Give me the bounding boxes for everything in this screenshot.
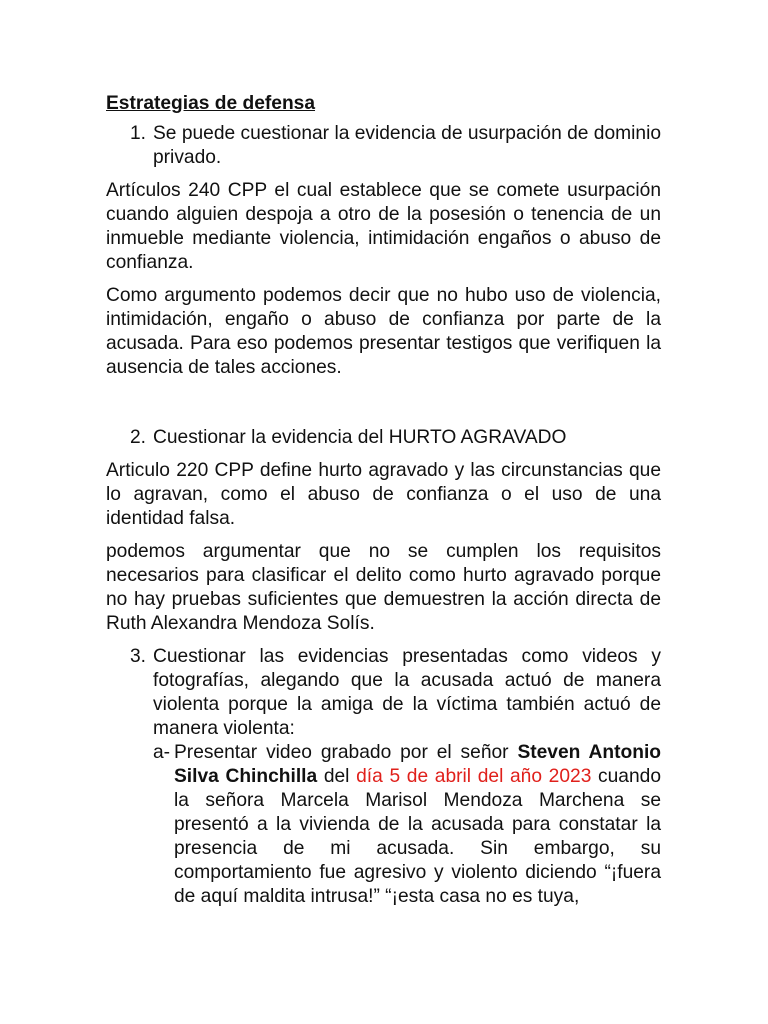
sub-item-text-start: Presentar video grabado por el señor: [174, 742, 518, 763]
list-item-3: [106, 645, 661, 741]
document-page: [106, 92, 661, 909]
date-highlight: día 5 de abril del año 2023: [356, 766, 592, 787]
list-number: 1.: [130, 123, 147, 144]
section-heading: Estrategias de defensa: [106, 93, 316, 114]
sub-item-text-rest: cuando la señora Marcela Marisol Mendoza Marchena se presentó a la vivienda de la acusada para constatar la presencia de mi acusada. Sin embargo, su comportamiento fue agresivo y violento diciendo “¡fuera de aquí maldita intrusa!” “¡esta casa no es tuya,: [174, 766, 661, 907]
paragraph-articulo-240: Artículos 240 CPP el cual establece que se comete usurpación cuando alguien despoja a otro de la posesión o tenencia de un inmueble mediante violencia, intimidación engaños o abuso de confianza.: [106, 180, 661, 273]
sub-item-letter: a-: [153, 742, 171, 763]
list-item-text: Se puede cuestionar la evidencia de usurpación de dominio privado.: [153, 123, 661, 168]
paragraph-argumento: Como argumento podemos decir que no hubo uso de violencia, intimidación, engaño o abuso de confianza por parte de la acusada. Para eso podemos presentar testigos que verifiquen la ausencia de tales acciones.: [106, 285, 661, 378]
list-number: 2.: [130, 427, 147, 448]
list-number: 3.: [130, 646, 147, 667]
sub-item-text-del: del: [317, 766, 357, 787]
paragraph-requisitos: podemos argumentar que no se cumplen los requisitos necesarios para clasificar el delito como hurto agravado porque no hay pruebas suficientes que demuestren la acción directa de Ruth Alexandra Mendoza Solís.: [106, 541, 661, 634]
person-name: Steven Antonio Silva Chinchilla: [174, 742, 662, 787]
sub-item-a: [106, 741, 661, 909]
list-item-1: [106, 122, 661, 170]
paragraph-articulo-220: Articulo 220 CPP define hurto agravado y las circunstancias que lo agravan, como el abuso de confianza o el uso de una identidad falsa.: [106, 460, 661, 529]
list-item-2: [106, 426, 661, 450]
list-item-text: Cuestionar la evidencia del HURTO AGRAVADO: [153, 427, 567, 448]
list-item-text: Cuestionar las evidencias presentadas como videos y fotografías, alegando que la acusada actuó de manera violenta porque la amiga de la víctima también actuó de manera violenta:: [153, 646, 661, 739]
